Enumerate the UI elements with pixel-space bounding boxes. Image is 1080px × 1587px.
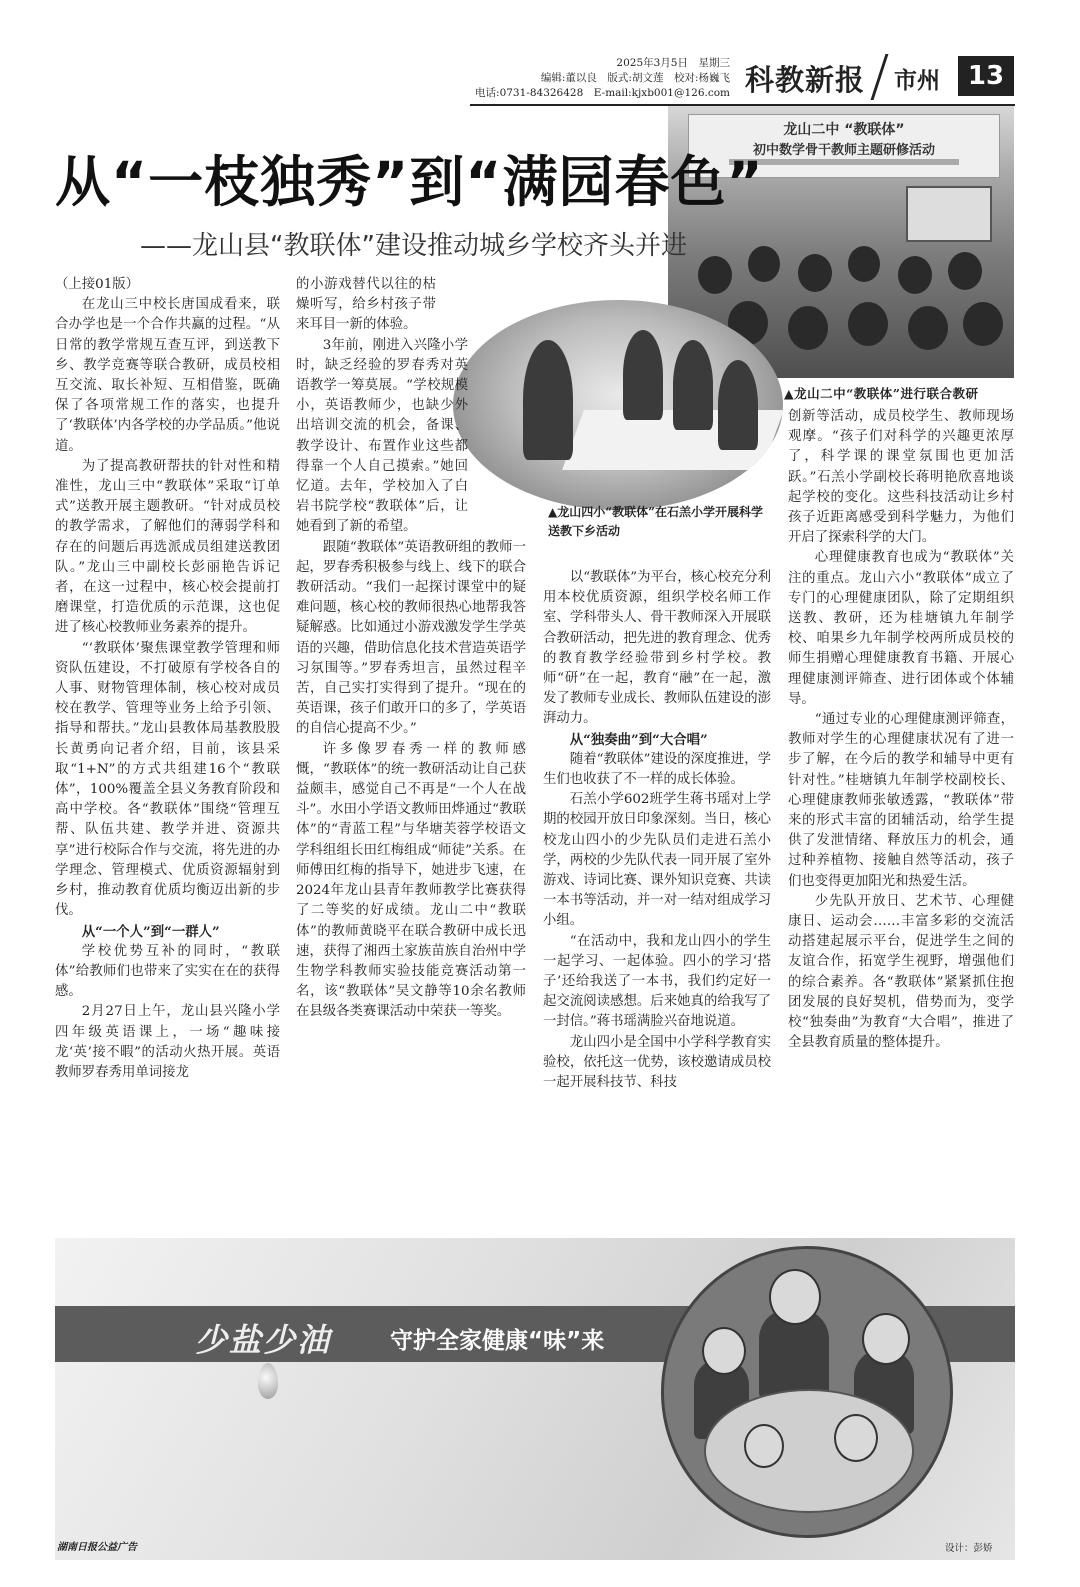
paragraph: 许多像罗春秀一样的教师感慨，“教联体”的统一教研活动让自己获益颇丰，感觉自己不再是“一个人在战斗”。水田小学语文教师田烨通过“教联体”的“青蓝工程”与华塘芙蓉学校语文学科组组长田红梅组成“师徒”关系。在师傅田红梅的指导下，她进步飞速，在2024年龙山县青年教师教学比赛获得了二等奖的好成绩。龙山二中“教联体”的教师黄晓平在联合教研中成长迅速，获得了湘西土家族苗族自治州中学生物学科教师实验技能竞赛活动第一名，该“教联体”吴文静等10余名教师在县级各类赛课活动中荣获一等奖。 (296, 741, 526, 1020)
masthead-meta (470, 56, 730, 101)
section-heading: 从“独奏曲”到“大合唱” (569, 731, 708, 748)
dinner-table (704, 1389, 914, 1513)
student-figure (718, 360, 758, 450)
continued-note: （上接01版） (55, 277, 139, 292)
audience-head (898, 256, 932, 294)
audience-head (748, 246, 780, 282)
paragraph: 跟随“教联体”英语教研组的教师一起，罗春秀积极参与线上、线下的联合教研活动。“我们一起探讨课堂中的疑难问题，核心校的教师很热心地帮我答疑解惑。比如通过小游戏激发学生学英语的兴趣，借助信息化技术营造英语学习氛围等。”罗春秀坦言，虽然过程辛苦，自己实打实得到了提升。“现在的英语课，孩子们敢开口的多了，学英语的自信心提高不少。” (296, 539, 526, 737)
student-figure (623, 330, 663, 420)
paragraph: 为了提高教研帮扶的针对性和精准性，龙山三中“教联体”采取“订单式”送教开展主题教研。“针对成员校的教学需求，了解他们的薄弱学科和存在的问题后再选派成员组建送教团队。”龙山三中副校长彭丽艳告诉记者，在这一过程中，核心校会提前打磨课堂，打造优质的示范课，这也促进了核心校教师业务素养的提升。 (55, 458, 280, 636)
paragraph: 在龙山三中校长唐国成看来，联合办学也是一个合作共赢的过程。“从日常的教学常规互查互评，到送教下乡、教学竞赛等联合教研，成员校相互交流、取长补短、互相借鉴，既确保了各项常规工作的落实，也提升了‘教联体’内各学校的办学品质。”他说道。 (55, 297, 280, 454)
paragraph: 以“教联体”为平台，核心校充分利用本校优质资源，组织学校名师工作室、学科带头人、骨干教师深入开展联合教研活动，把先进的教育理念、优秀的教育教学经验带到乡村学校。教师“研”在一起，教育“融”在一起，激发了教师专业成长、教师队伍建设的澎湃动力。 (543, 570, 771, 727)
audience-head (908, 306, 948, 350)
audience-head (848, 302, 888, 346)
section-heading: 从“一个人”到“一群人” (81, 923, 220, 940)
father-head (862, 1313, 910, 1365)
article-subheadline: ——龙山县“教联体”建设推动城乡学校齐头并进 (140, 231, 687, 261)
child-head (834, 1414, 878, 1462)
paragraph: “通过专业的心理健康测评筛查，教师对学生的心理健康状况有了进一步了解，在今后的教学和辅导中更有针对性。”桂塘镇九年制学校副校长、心理健康教师张敏透露，“教联体”带来的形式丰富的团辅活动，给学生提供了发泄情绪、释放压力的机会，通过种养植物、接触自然等活动，孩子们也变得更加阳光和热爱生活。 (788, 712, 1014, 889)
child-head (744, 1424, 784, 1468)
section-name: 市州 (894, 68, 940, 94)
editor-credits: 编辑:董以良 版式:胡文莲 校对:杨巍飞 (540, 72, 730, 84)
paragraph: 龙山四小是全国中小学科学教育实验校，依托这一优势，该校邀请成员校一起开展科技节、科技 (543, 1034, 771, 1091)
issue-date: 2025年3月5日 星期三 (616, 57, 730, 69)
newspaper-brand: 科教新报 (745, 63, 866, 97)
banner-line2: 初中数学骨干教师主题研修活动 (752, 143, 935, 158)
paragraph: 石羔小学602班学生蒋书瑶对上学期的校园开放日印象深刻。当日，核心校龙山四小的少先队员们走进石羔小学，两校的少先队代表一同开展了室外游戏、诗词比赛、课外知识竞赛、共读一本书等活动，并一对一结对组成学习小组。 (543, 792, 771, 929)
paragraph: 2月27日上午，龙山县兴隆小学四年级英语课上，一场“趣味接龙‘英’接不暇”的活动火热开展。英语教师罗春秀用单词接龙 (55, 1004, 280, 1080)
audience-head (698, 256, 732, 294)
mother-head (702, 1327, 746, 1375)
projector-screen (906, 186, 992, 242)
audience-head (798, 254, 832, 292)
paragraph: 创新等活动，成员校学生、教师现场观摩。“孩子们对科学的兴趣更浓厚了，科学课的课堂氛围也更加活跃。”石羔小学副校长蒋明艳欣喜地谈起学校的变化。这些科技活动让乡村孩子近距离感受到科学魅力，为他们开启了探索科学的大门。 (788, 409, 1014, 546)
paragraph: 随着“教联体”建设的深度推进，学生们也收获了不一样的成长体验。 (543, 751, 771, 788)
contact-info: 电话:0731-84326428 E-mail:kjxb001@126.com (475, 87, 730, 99)
teacher-figure (523, 340, 573, 460)
paragraph: “在活动中，我和龙山四小的学生一起学习、一起体验。四小的学习‘搭子’还给我送了一本书，我们约定好一起交流阅读感想。后来她真的给我写了一封信。”蒋书瑶满脸兴奋地说道。 (543, 933, 771, 1030)
banner-line1: 龙山二中 “教联体” (783, 122, 905, 138)
ad-designer-credit: 设计：彭娇 (945, 1543, 993, 1554)
masthead-divider (871, 54, 889, 100)
oil-drop-icon (258, 1363, 278, 1399)
audience-head (963, 302, 1003, 346)
student-figure (673, 340, 713, 430)
grandfather-head (769, 1269, 821, 1325)
audience-head (788, 306, 828, 350)
public-service-ad (55, 1238, 1015, 1560)
article-column-1 (55, 275, 280, 1083)
family-dinner-illustration (661, 1246, 953, 1538)
paragraph: 的小游戏替代以往的枯燥听写，给乡村孩子带来耳目一新的体验。 (296, 277, 436, 333)
article-column-4 (788, 407, 1014, 1054)
article-column-3 (543, 568, 771, 1093)
page-number: 13 (958, 56, 1014, 96)
paragraph: 心理健康教育也成为“教联体”关注的重点。龙山六小“教联体”成立了专门的心理健康团队，除了定期组织送教、教研，还为桂塘镇九年制学校、咱果乡九年制学校两所成员校的师生捐赠心理健康教育书籍、开展心理健康测评筛查、进行团体或个体辅导。 (788, 550, 1014, 707)
ad-title: 少盐少油 (195, 1321, 332, 1359)
photo-caption-top: ▲龙山二中“教联体”进行联合教研 (784, 386, 979, 401)
paragraph: “‘教联体’聚焦课堂教学管理和师资队伍建设，不打破原有学校各自的人事、财物管理体制，核心校对成员校在教学、管理等业务上给予引领、指导和帮扶。”龙山县教体局基教股股长黄勇向记者介绍，目前，该县采取“1+N”的方式共组建16个“教联体”，100%覆盖全县义务教育阶段和高中学校。各“教联体”围绕“管理互帮、队伍共建、教学并进、资源共享”进行校际合作与交流，将先进的办学理念、管理模式、优质资源辐射到乡村，推动教育优质均衡迈出新的步伐。 (55, 640, 280, 919)
audience-head (948, 252, 982, 290)
article-column-2 (296, 275, 526, 1023)
photo-caption-mid: ▲龙山四小“教联体”在石羔小学开展科学送教下乡活动 (548, 505, 764, 538)
audience-head (848, 246, 880, 282)
ad-slogan: 守护全家健康“味”来 (390, 1328, 605, 1354)
paragraph: 3年前，刚进入兴隆小学时，缺乏经验的罗春秀对英语教学一筹莫展。“学校规模小，英语教师少，也缺少外出培训交流的机会，备课、教学设计、布置作业这些都得靠一个人自己摸索。”她回忆道。去年，学校加入了白岩书院学校“教联体”后，让她看到了新的希望。 (296, 337, 468, 535)
paragraph: 少先队开放日、艺术节、心理健康日、运动会……丰富多彩的交流活动搭建起展示平台，促进学生之间的友谊合作，拓宽学生视野，增强他们的综合素养。各“教联体”紧紧抓住抱团发展的良好契机，借势而为，变学校“独奏曲”为教育“大合唱”，推进了全县教育质量的整体提升。 (788, 893, 1014, 1051)
ad-publisher: 湖南日报公益广告 (57, 1542, 137, 1553)
article-headline: 从“一枝独秀”到“满园春色” (55, 150, 764, 214)
paragraph: 学校优势互补的同时，“教联体”给教师们也带来了实实在在的获得感。 (55, 943, 280, 1000)
